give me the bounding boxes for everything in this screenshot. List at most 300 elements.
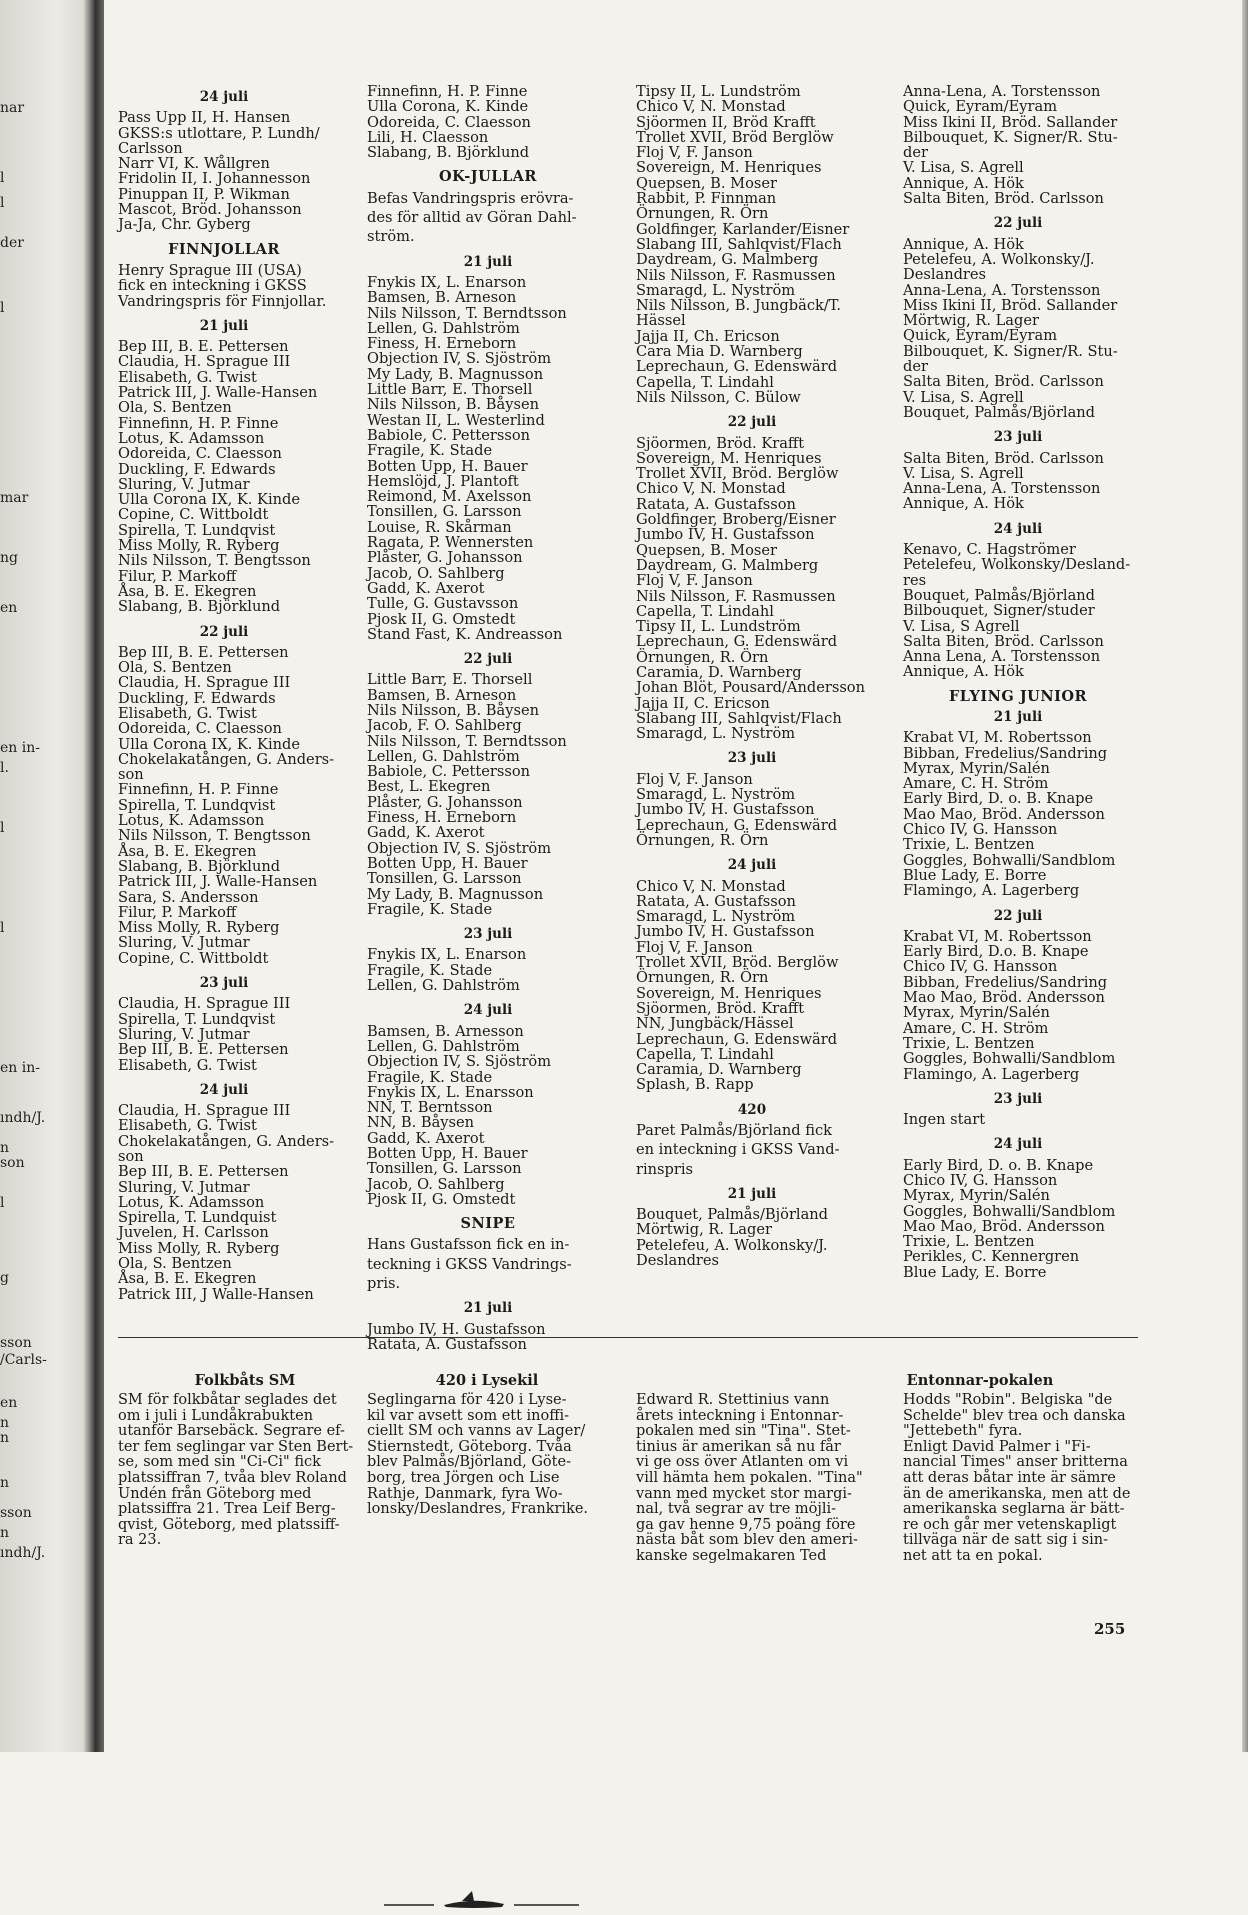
result-entry: Capella, T. Lindahl	[636, 1045, 774, 1063]
spine-fragment: l.	[0, 760, 9, 776]
article-line: se, som med sin "Ci-Ci" fick	[118, 1454, 321, 1471]
folkbats-sm-heading: Folkbåts SM	[194, 1372, 296, 1389]
result-entry: Ulla Corona IX, K. Kinde	[118, 491, 300, 509]
spine-fragment: n	[0, 1525, 10, 1541]
result-entry: My Lady, B. Magnusson	[367, 885, 544, 903]
class-heading: OK-JULLAR	[439, 168, 537, 186]
class-note: ström.	[367, 228, 415, 246]
class-heading: FLYING JUNIOR	[948, 687, 1088, 705]
race-date-heading: 21 juli	[199, 317, 249, 334]
results-column-1	[118, 84, 335, 1303]
race-date-heading: 23 juli	[993, 429, 1043, 446]
result-entry: Sluring, V. Jutmar	[118, 1025, 250, 1043]
result-entry: Amare, C. H. Ström	[903, 775, 1049, 793]
result-entry: Blue Lady, E. Borre	[903, 866, 1047, 884]
result-entry: Bep III, B. E. Pettersen	[118, 338, 289, 356]
result-entry: Henry Sprague III (USA)	[118, 261, 302, 279]
result-entry: Petelefeu, A. Wolkonsky/J.	[903, 250, 1095, 268]
result-entry: Babiole, C. Pettersson	[367, 426, 531, 444]
result-entry: Goggles, Bohwalli/Sandblom	[903, 851, 1116, 869]
entonnar-pokalen-heading: Entonnar-pokalen	[906, 1372, 1054, 1389]
result-entry: Slabang, B. Björklund	[118, 598, 281, 616]
result-entry: Miss Molly, R. Ryberg	[118, 537, 280, 555]
result-entry: Goldfinger, Karlander/Eisner	[636, 220, 850, 238]
result-entry: Krabat VI, M. Robertsson	[903, 729, 1092, 747]
class-note: en inteckning i GKSS Vand-	[636, 1141, 840, 1159]
result-entry: Botten Upp, H. Bauer	[367, 457, 528, 475]
article-line: re och går mer vetenskapligt	[903, 1516, 1117, 1533]
result-entry: Quepsen, B. Moser	[636, 541, 777, 559]
result-entry: Fragile, K. Stade	[367, 961, 493, 979]
result-entry: Nils Nilsson, B. Båysen	[367, 396, 539, 414]
result-entry: Goldfinger, Broberg/Eisner	[636, 511, 836, 529]
result-entry: Fragile, K. Stade	[367, 442, 493, 460]
race-date-heading: 24 juli	[199, 1081, 249, 1098]
result-entry: Flamingo, A. Lagerberg	[903, 882, 1080, 900]
result-entry: Sluring, V. Jutmar	[118, 1178, 250, 1196]
result-entry: Bibban, Fredelius/Sandring	[903, 973, 1108, 991]
result-entry: Spirella, T. Lundquist	[118, 1209, 277, 1227]
result-entry: Deslandres	[636, 1252, 720, 1270]
race-date-heading: 22 juli	[993, 215, 1043, 232]
lysekil-article	[367, 1393, 617, 1518]
result-entry: Pjosk II, G. Omstedt	[367, 1190, 516, 1208]
result-entry: Lotus, K. Adamsson	[118, 1193, 265, 1211]
result-entry: Gadd, K. Axerot	[367, 824, 485, 842]
class-note: Hans Gustafsson fick en in-	[367, 1236, 570, 1254]
result-entry: Flamingo, A. Lagerberg	[903, 1065, 1080, 1083]
result-entry: Bibban, Fredelius/Sandring	[903, 744, 1108, 762]
result-entry: Chokelakatången, G. Anders-	[118, 1132, 335, 1150]
race-date-heading: 23 juli	[727, 750, 777, 767]
results-column-3	[636, 84, 868, 1268]
result-entry: Bouquet, Palmås/Björland	[903, 586, 1096, 604]
result-entry: Leprechaun, G. Edenswärd	[636, 1030, 838, 1048]
result-entry: Ulla Corona IX, K. Kinde	[118, 735, 300, 753]
result-entry: V. Lisa, S. Agrell	[903, 388, 1024, 406]
race-date-heading: 22 juli	[463, 651, 513, 668]
result-entry: Duckling, F. Edwards	[118, 689, 276, 707]
article-line: årets inteckning i Entonnar-	[636, 1407, 844, 1424]
result-entry: Daydream, G. Malmberg	[636, 556, 819, 574]
race-date-heading: 24 juli	[993, 1136, 1043, 1153]
result-entry: Chico V, N. Monstad	[636, 98, 786, 116]
result-entry: Örnungen, R. Örn	[636, 648, 769, 666]
result-entry: Leprechaun, G. Edenswärd	[636, 633, 838, 651]
result-entry: Daydream, G. Malmberg	[636, 251, 819, 269]
result-entry: Ratata, A. Gustafsson	[367, 1335, 527, 1353]
result-entry: Filur, P. Markoff	[118, 903, 237, 921]
result-entry: Gadd, K. Axerot	[367, 579, 485, 597]
result-entry: Spirella, T. Lundqvist	[118, 1010, 276, 1028]
race-date-heading: 23 juli	[463, 926, 513, 943]
race-date-heading: 21 juli	[727, 1185, 777, 1202]
result-entry: Amare, C. H. Ström	[903, 1019, 1049, 1037]
result-entry: Copine, C. Wittboldt	[118, 949, 269, 967]
result-entry: Finnefinn, H. P. Finne	[367, 83, 528, 100]
spine-fragment: g	[0, 1270, 9, 1286]
result-entry: Little Barr, E. Thorsell	[367, 381, 533, 399]
result-entry: Nils Nilsson, T. Berndtsson	[367, 304, 567, 322]
result-entry: Bamsen, B. Arnesson	[367, 1022, 524, 1040]
result-entry: Claudia, H. Sprague III	[118, 995, 291, 1013]
result-entry: Claudia, H. Sprague III	[118, 353, 291, 371]
class-note: teckning i GKSS Vandrings-	[367, 1255, 572, 1273]
result-entry: Krabat VI, M. Robertsson	[903, 927, 1092, 945]
result-entry: Westan II, L. Westerlind	[367, 411, 545, 429]
class-heading: FINNJOLLAR	[168, 240, 280, 258]
result-entry: Lellen, G. Dahlström	[367, 747, 520, 765]
spine-fragment: der	[0, 235, 24, 251]
result-entry: Sovereign, M. Henriques	[636, 159, 822, 177]
result-entry: Best, L. Ekegren	[367, 778, 491, 796]
result-entry: Lotus, K. Adamsson	[118, 429, 265, 447]
result-entry: Salta Biten, Bröd. Carlsson	[903, 190, 1104, 208]
result-entry: Ola, S. Bentzen	[118, 659, 232, 677]
result-entry: Fragile, K. Stade	[367, 1068, 493, 1086]
result-entry: Trixie, L. Bentzen	[903, 1233, 1035, 1251]
race-date-heading: 23 juli	[993, 1090, 1043, 1107]
race-date-heading: 23 juli	[199, 975, 249, 992]
result-entry: Quick, Eyram/Eyram	[903, 98, 1058, 116]
result-entry: Trixie, L. Bentzen	[903, 1034, 1035, 1052]
result-entry: Tipsy II, L. Lundström	[636, 83, 801, 100]
result-entry: fick en inteckning i GKSS	[118, 277, 307, 295]
result-entry: Finess, H. Erneborn	[367, 809, 517, 827]
scan-edge	[1242, 0, 1248, 1752]
result-entry: NN, T. Berntsson	[367, 1099, 493, 1117]
folkbats-sm-article	[118, 1392, 354, 1549]
result-entry: NN, Jungbäck/Hässel	[636, 1015, 794, 1033]
result-entry: Bouquet, Palmås/Björland	[903, 403, 1096, 421]
spine-fragment: en	[0, 600, 18, 616]
result-entry: Pass Upp II, H. Hansen	[118, 109, 291, 127]
result-entry: Nils Nilsson, T. Bengtsson	[118, 827, 311, 845]
result-entry: Sara, S. Andersson	[118, 888, 259, 906]
result-entry: Sluring, V. Jutmar	[118, 475, 250, 493]
article-line: tinius är amerikan så nu får	[636, 1438, 841, 1455]
result-entry: Slabang III, Sahlqvist/Flach	[636, 709, 842, 727]
result-entry: Botten Upp, H. Bauer	[367, 1145, 528, 1162]
result-entry: Blue Lady, E. Borre	[903, 1263, 1047, 1281]
result-entry: Narr VI, K. Wållgren	[118, 155, 270, 173]
section-divider	[118, 1337, 1138, 1338]
article-line: platssiffran 7, tvåa blev Roland	[118, 1469, 347, 1486]
result-entry: Ola, S. Bentzen	[118, 399, 232, 417]
spine-fragment: son	[0, 1155, 25, 1171]
result-entry: Lili, H. Claesson	[367, 128, 489, 146]
result-entry: Bamsen, B. Arneson	[367, 686, 517, 704]
result-entry: Patrick III, J Walle-Hansen	[118, 1285, 314, 1303]
result-entry: Chico V, N. Monstad	[636, 480, 786, 498]
race-date-heading: 24 juli	[199, 89, 249, 105]
spine-fragment: en in-	[0, 1060, 40, 1076]
result-entry: My Lady, B. Magnusson	[367, 365, 544, 383]
results-column-4	[903, 84, 1133, 1280]
result-entry: Myrax, Myrin/Salén	[903, 1187, 1050, 1205]
result-entry: Anna-Lena, A. Torstensson	[903, 281, 1101, 299]
result-entry: Petelefeu, A. Wolkonsky/J.	[636, 1236, 828, 1254]
race-date-heading: 24 juli	[727, 857, 777, 874]
result-entry: Smaragd, L. Nyström	[636, 281, 796, 299]
article-line: borg, trea Jörgen och Lise	[367, 1469, 560, 1486]
spine-fragment: sson	[0, 1335, 32, 1351]
result-entry: Elisabeth, G. Twist	[118, 368, 257, 386]
result-entry: Spirella, T. Lundqvist	[118, 796, 276, 814]
result-entry: Sovereign, M. Henriques	[636, 984, 822, 1002]
article-line: nästa båt som blev den ameri-	[636, 1532, 858, 1549]
result-entry: Trollet XVII, Bröd. Berglöw	[636, 465, 839, 483]
entonnar-article-left	[636, 1393, 876, 1565]
result-entry: Petelefeu, Wolkonsky/Desland-	[903, 556, 1131, 574]
result-entry: Sluring, V. Jutmar	[118, 934, 250, 952]
result-entry: Plåster, G. Johansson	[367, 549, 523, 567]
result-entry: Stand Fast, K. Andreasson	[367, 625, 563, 643]
result-entry: Odoreida, C. Claesson	[118, 445, 282, 463]
spine-fragment: n	[0, 1140, 10, 1156]
article-line: ter fem seglingar var Sten Bert-	[118, 1438, 354, 1455]
result-entry: Botten Upp, H. Bauer	[367, 854, 528, 872]
article-line: vill hämta hem pokalen. "Tina"	[636, 1469, 863, 1486]
result-entry: Miss Molly, R. Ryberg	[118, 1239, 280, 1257]
result-entry: Bilbouquet, K. Signer/R. Stu-	[903, 342, 1118, 360]
result-entry: Jumbo IV, H. Gustafsson	[636, 923, 815, 941]
result-entry: Spirella, T. Lundqvist	[118, 521, 276, 539]
result-entry: Capella, T. Lindahl	[636, 602, 774, 620]
result-entry: V. Lisa, S. Agrell	[903, 464, 1024, 482]
result-entry: Ulla Corona, K. Kinde	[367, 98, 529, 116]
spine-fragment: en in-	[0, 740, 40, 756]
result-entry: Jacob, F. O. Sahlberg	[367, 717, 522, 735]
result-entry: Annique, A. Hök	[903, 495, 1024, 513]
race-date-heading: 21 juli	[463, 253, 513, 270]
result-entry: Anna-Lena, A. Torstensson	[903, 83, 1101, 100]
result-entry: Trollet XVII, Bröd Berglöw	[636, 128, 834, 146]
book-spine-shadow	[0, 0, 104, 1752]
article-line: net att ta en pokal.	[903, 1547, 1043, 1564]
result-entry: Anna-Lena, A. Torstensson	[903, 480, 1101, 498]
result-entry: Bamsen, B. Arneson	[367, 289, 517, 307]
result-entry: Lellen, G. Dahlström	[367, 1037, 520, 1055]
result-entry: Capella, T. Lindahl	[636, 373, 774, 391]
result-entry: V. Lisa, S Agrell	[903, 617, 1020, 635]
spine-fragment: /Carls-	[0, 1352, 47, 1368]
result-entry: Juvelen, H. Carlsson	[118, 1224, 269, 1242]
result-entry: Annique, A. Hök	[903, 174, 1024, 192]
result-entry: Ragata, P. Wennersten	[367, 534, 534, 552]
result-entry: Claudia, H. Sprague III	[118, 1102, 291, 1120]
lysekil-heading: 420 i Lysekil	[435, 1372, 539, 1389]
article-line: Hodds "Robin". Belgiska "de	[903, 1392, 1113, 1408]
result-entry: Jumbo IV, H. Gustafsson	[636, 526, 815, 544]
result-entry: Pinuppan II, P. Wikman	[118, 185, 290, 203]
result-entry: Miss Ikini II, Bröd. Sallander	[903, 296, 1118, 314]
result-entry: V. Lisa, S. Agrell	[903, 159, 1024, 177]
result-entry: Leprechaun, G. Edenswärd	[636, 816, 838, 834]
article-line: SM för folkbåtar seglades det	[118, 1392, 337, 1408]
result-entry: Goggles, Bohwalli/Sandblom	[903, 1202, 1116, 1220]
spine-fragment: ındh/J.	[0, 1545, 46, 1561]
class-note: pris.	[367, 1275, 401, 1293]
spine-fragment: l	[0, 820, 5, 836]
result-entry: Hässel	[636, 312, 686, 330]
result-entry: Reimond, M. Axelsson	[367, 488, 532, 506]
result-entry: res	[903, 571, 927, 589]
class-note: Paret Palmås/Björland fick	[636, 1122, 832, 1139]
result-entry: Mörtwig, R. Lager	[636, 1221, 772, 1239]
spine-fragment: l	[0, 920, 5, 936]
result-entry: Claudia, H. Sprague III	[118, 674, 291, 692]
result-entry: Nils Nilsson, T. Bengtsson	[118, 552, 311, 570]
article-line: vann med mycket stor margi-	[636, 1485, 852, 1502]
result-entry: Hemslöjd, J. Plantoft	[367, 472, 519, 490]
article-line: platssiffra 21. Trea Leif Berg-	[118, 1501, 336, 1518]
result-entry: Splash, B. Rapp	[636, 1076, 754, 1094]
class-heading: SNIPE	[460, 1215, 516, 1233]
result-entry: Elisabeth, G. Twist	[118, 704, 257, 722]
spine-fragment: mar	[0, 490, 29, 506]
result-entry: Pjosk II, G. Omstedt	[367, 610, 516, 628]
result-entry: Trollet XVII, Bröd. Berglöw	[636, 954, 839, 972]
result-entry: Nils Nilsson, B. Jungbäck/T.	[636, 297, 841, 315]
result-entry: Tonsillen, G. Larsson	[367, 1160, 522, 1178]
result-entry: Åsa, B. E. Ekegren	[118, 1270, 257, 1288]
result-entry: Deslandres	[903, 266, 987, 284]
result-entry: Örnungen, R. Örn	[636, 831, 769, 849]
result-entry: Fragile, K. Stade	[367, 900, 493, 918]
result-entry: Mao Mao, Bröd. Andersson	[903, 1217, 1105, 1235]
result-entry: Finnefinn, H. P. Finne	[118, 414, 279, 432]
result-entry: Lellen, G. Dahlström	[367, 977, 520, 995]
result-entry: Sjöormen II, Bröd Krafft	[636, 113, 816, 131]
article-line: utanför Barsebäck. Segrare ef-	[118, 1423, 345, 1440]
race-date-heading: 22 juli	[993, 907, 1043, 924]
result-entry: Early Bird, D. o. B. Knape	[903, 790, 1094, 808]
result-entry: Elisabeth, G. Twist	[118, 1117, 257, 1135]
result-entry: Salta Biten, Bröd. Carlsson	[903, 449, 1104, 467]
race-date-heading: 22 juli	[199, 623, 249, 640]
result-entry: Fridolin II, I. Johannesson	[118, 170, 311, 188]
article-line: om i juli i Lundåkrabukten	[118, 1407, 314, 1424]
result-entry: Nils Nilsson, B. Båysen	[367, 701, 539, 719]
article-line: än de amerikanska, men att de	[903, 1485, 1131, 1502]
result-entry: Carlsson	[118, 139, 183, 157]
result-entry: Ratata, A. Gustafsson	[636, 495, 796, 513]
result-entry: Little Barr, E. Thorsell	[367, 671, 533, 689]
result-entry: der	[903, 144, 928, 162]
result-entry: Odoreida, C. Claesson	[118, 720, 282, 738]
article-line: nancial Times" anser britterna	[903, 1454, 1128, 1471]
result-entry: Myrax, Myrin/Salén	[903, 759, 1050, 777]
result-entry: Smaragd, L. Nyström	[636, 908, 796, 926]
result-entry: Sjöormen, Bröd. Krafft	[636, 999, 805, 1017]
results-column-2	[367, 84, 609, 1352]
result-entry: Slabang, B. Björklund	[118, 857, 281, 875]
result-entry: Filur, P. Markoff	[118, 567, 237, 585]
article-line: lonsky/Deslandres, Frankrike.	[367, 1501, 589, 1518]
result-entry: Chico IV, G. Hansson	[903, 958, 1058, 976]
result-entry: Chokelakatången, G. Anders-	[118, 750, 335, 768]
spine-fragment: en	[0, 1395, 18, 1411]
article-line: pokalen med sin "Tina". Stet-	[636, 1423, 851, 1440]
result-entry: Objection IV, S. Sjöström	[367, 839, 552, 857]
result-entry: Mao Mao, Bröd. Andersson	[903, 805, 1105, 823]
article-line: vi ge oss över Atlanten om vi	[636, 1454, 849, 1471]
result-entry: Plåster, G. Johansson	[367, 793, 523, 811]
article-line: amerikanska seglarna är bätt-	[903, 1501, 1125, 1518]
result-entry: Slabang, B. Björklund	[367, 144, 530, 162]
result-entry: Bep III, B. E. Pettersen	[118, 1041, 289, 1059]
article-line: ga gav henne 9,75 poäng före	[636, 1516, 856, 1533]
result-entry: Duckling, F. Edwards	[118, 460, 276, 478]
result-entry: Nils Nilsson, F. Rasmussen	[636, 587, 836, 605]
result-entry: Annique, A. Hök	[903, 663, 1024, 681]
result-entry: Salta Biten, Bröd. Carlsson	[903, 373, 1104, 391]
result-entry: Chico IV, G. Hansson	[903, 1172, 1058, 1189]
spine-fragment: l	[0, 170, 5, 186]
result-entry: Jacob, O. Sahlberg	[367, 1175, 505, 1193]
result-entry: Jajja II, C. Ericson	[636, 694, 770, 712]
article-line: att deras båtar inte är sämre	[903, 1469, 1116, 1486]
result-entry: Åsa, B. E. Ekegren	[118, 842, 257, 860]
result-entry: Fnykis IX, L. Enarsson	[367, 1083, 534, 1101]
result-entry: Louise, R. Skårman	[367, 518, 512, 536]
result-entry: Objection IV, S. Sjöström	[367, 350, 552, 368]
article-line: nal, två segrar av tre möjli-	[636, 1501, 837, 1518]
result-entry: Tonsillen, G. Larsson	[367, 503, 522, 521]
result-entry: Babiole, C. Pettersson	[367, 763, 531, 781]
result-entry: son	[118, 766, 144, 784]
race-date-heading: 21 juli	[993, 708, 1043, 725]
result-entry: Quepsen, B. Moser	[636, 174, 777, 192]
result-entry: Lellen, G. Dahlström	[367, 319, 520, 337]
result-entry: Patrick III, J. Walle-Hansen	[118, 384, 318, 402]
result-entry: Smaragd, L. Nyström	[636, 725, 796, 743]
result-entry: Bep III, B. E. Pettersen	[118, 1163, 289, 1181]
spine-fragment: ng	[0, 550, 18, 566]
spine-fragment: l	[0, 195, 5, 211]
result-entry: Örnungen, R. Örn	[636, 205, 769, 223]
result-entry: Slabang III, Sahlqvist/Flach	[636, 235, 842, 253]
result-entry: Copine, C. Wittboldt	[118, 506, 269, 524]
article-line: qvist, Göteborg, med platssiff-	[118, 1516, 340, 1533]
result-entry: Rabbit, P. Finnman	[636, 190, 777, 208]
result-entry: Finnefinn, H. P. Finne	[118, 781, 279, 799]
result-entry: Nils Nilsson, C. Bülow	[636, 388, 801, 406]
result-entry: Sjöormen, Bröd. Krafft	[636, 434, 805, 452]
result-entry: Floj V, F. Janson	[636, 144, 753, 162]
result-entry: Johan Blöt, Pousard/Andersson	[636, 679, 865, 697]
result-entry: Anna Lena, A. Torstensson	[903, 648, 1101, 666]
result-entry: Objection IV, S. Sjöström	[367, 1053, 552, 1071]
class-note: des för alltid av Göran Dahl-	[367, 209, 577, 227]
article-line: blev Palmås/Björland, Göte-	[367, 1454, 571, 1471]
result-entry: Patrick III, J. Walle-Hansen	[118, 873, 318, 891]
race-date-heading: 420	[737, 1101, 767, 1118]
result-entry: Örnungen, R. Örn	[636, 969, 769, 987]
spine-fragment: l	[0, 300, 5, 316]
race-date-heading: 22 juli	[727, 414, 777, 431]
result-entry: Quick, Eyram/Eyram	[903, 327, 1058, 345]
article-line: kanske segelmakaren Ted	[636, 1547, 827, 1564]
result-entry: Fnykis IX, L. Enarson	[367, 946, 527, 964]
result-entry: Bouquet, Palmås/Björland	[636, 1206, 829, 1224]
result-entry: Floj V, F. Janson	[636, 572, 753, 590]
result-entry: Ola, S. Bentzen	[118, 1255, 232, 1273]
result-entry: der	[903, 358, 928, 376]
result-entry: Cara Mia D. Warnberg	[636, 343, 803, 361]
result-entry: son	[118, 1148, 144, 1165]
